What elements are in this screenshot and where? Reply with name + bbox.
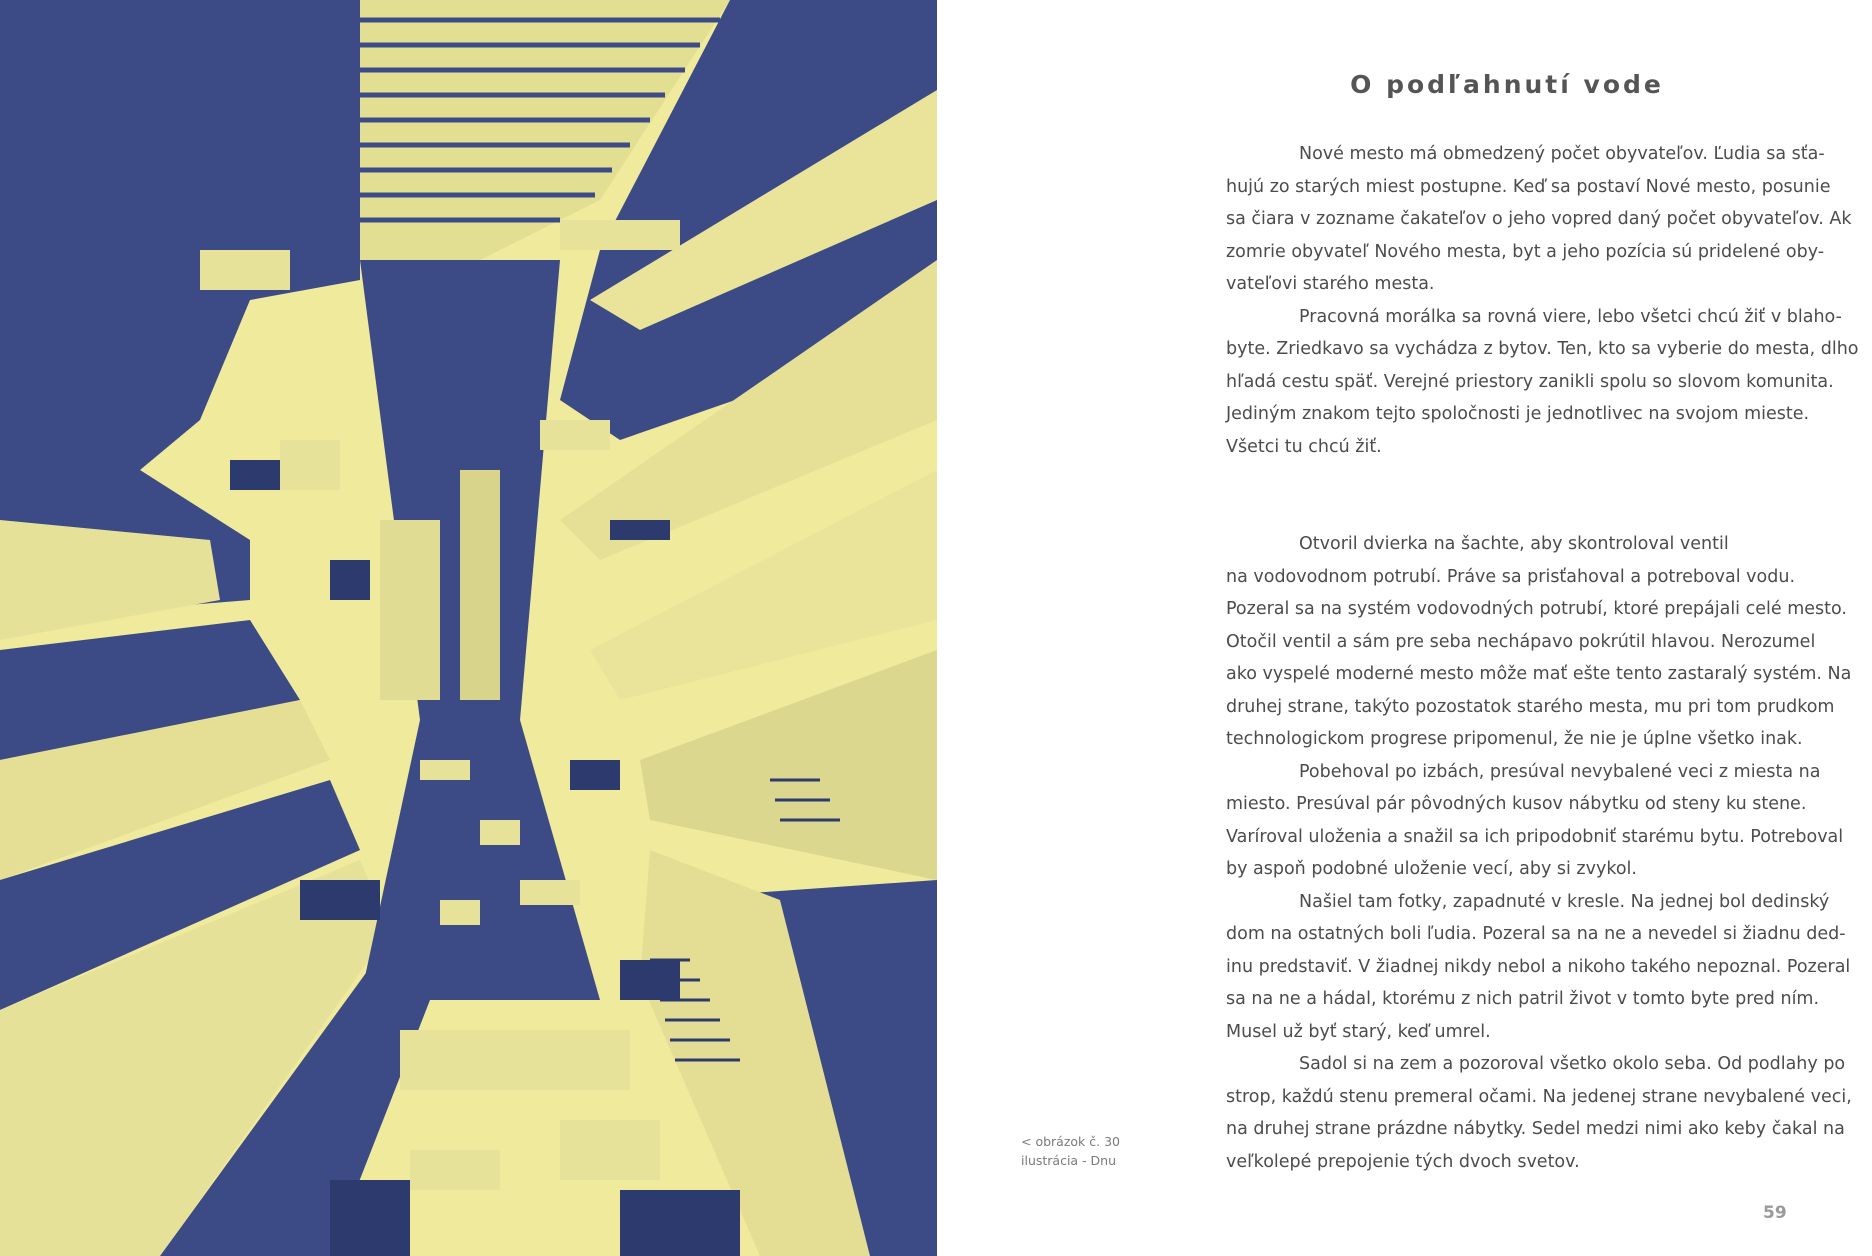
text-line: Otvoril dvierka na šachte, aby skontroloval ventil bbox=[1299, 534, 1729, 554]
text-line: Sadol si na zem a pozoroval všetko okolo seba. Od podlahy po bbox=[1299, 1054, 1846, 1074]
text-line: by aspoň podobné uloženie vecí, aby si zvykol. bbox=[1226, 859, 1637, 879]
text-line: sa čiara v zozname čakateľov o jeho vopred daný počet obyvateľov. Ak bbox=[1226, 209, 1852, 229]
paragraph-4 bbox=[1226, 756, 1844, 886]
text-line: hľadá cestu späť. Verejné priestory zanikli spolu so slovom komunita. bbox=[1226, 371, 1834, 392]
text-line: Jediným znakom tejto spoločnosti je jednotlivec na svojom mieste. bbox=[1226, 404, 1810, 424]
text-line: na vodovodnom potrubí. Práve sa prisťahoval a potreboval vodu. bbox=[1226, 566, 1796, 587]
caption-figure-number: < obrázok č. 30 bbox=[1021, 1134, 1120, 1149]
text-line: Nové mesto má obmedzený počet obyvateľov. Ľudia sa sťa- bbox=[1299, 144, 1825, 164]
text-line: byte. Zriedkavo sa vychádza z bytov. Ten, kto sa vyberie do mesta, dlho bbox=[1226, 339, 1859, 359]
paragraph-6 bbox=[1226, 1048, 1852, 1178]
text-line: Varíroval uloženia a snažil sa ich pripodobniť starému bytu. Potreboval bbox=[1226, 826, 1844, 847]
text-line: Našiel tam fotky, zapadnuté v kresle. Na jednej bol dedinský bbox=[1299, 891, 1830, 912]
text-line: Otočil ventil a sám pre seba nechápavo pokrútil hlavou. Nerozumel bbox=[1226, 631, 1816, 652]
text-line: zomrie obyvateľ Nového mesta, byt a jeho pozícia sú pridelené oby- bbox=[1226, 241, 1825, 262]
text-line: Musel už byť starý, keď umrel. bbox=[1226, 1021, 1491, 1042]
body-text bbox=[1226, 138, 1859, 1178]
text-line: dom na ostatných boli ľudia. Pozeral sa na ne a nevedel si žiadnu ded- bbox=[1226, 924, 1846, 944]
paragraph-2 bbox=[1226, 301, 1859, 464]
paragraph-5 bbox=[1226, 886, 1851, 1049]
page-title: O podľahnutí vode bbox=[1350, 70, 1664, 99]
text-line: Pobehoval po izbách, presúval nevybalené veci z miesta na bbox=[1299, 761, 1821, 782]
text-line: hujú zo starých miest postupne. Keď sa postaví Nové mesto, posunie bbox=[1226, 176, 1831, 197]
text-line: na druhej strane prázdne nábytky. Sedel medzi nimi ako keby čakal na bbox=[1226, 1119, 1845, 1139]
text-line: sa na ne a hádal, ktorému z nich patril život v tomto byte pred ním. bbox=[1226, 989, 1820, 1009]
text-line: strop, každú stenu premeral očami. Na jedenej strane nevybalené veci, bbox=[1226, 1086, 1852, 1107]
paragraph-3 bbox=[1226, 528, 1852, 756]
text-line: ako vyspelé moderné mesto môže mať ešte tento zastaralý systém. Na bbox=[1226, 664, 1852, 684]
page-number: 59 bbox=[1763, 1203, 1787, 1223]
text-line: Všetci tu chcú žiť. bbox=[1226, 436, 1382, 457]
text-line: inu predstaviť. V žiadnej nikdy nebol a nikoho takého nepoznal. Pozeral bbox=[1226, 956, 1851, 977]
text-line: veľkolepé prepojenie tých dvoch svetov. bbox=[1226, 1151, 1580, 1172]
text-line: Pracovná morálka sa rovná viere, lebo všetci chcú žiť v blaho- bbox=[1299, 306, 1842, 327]
figure-caption bbox=[1021, 1132, 1171, 1170]
section-gap bbox=[1226, 463, 1788, 528]
text-line: druhej strane, takýto pozostatok starého mesta, mu pri tom prudkom bbox=[1226, 696, 1835, 717]
paragraph-1 bbox=[1226, 138, 1852, 301]
text-line: Pozeral sa na systém vodovodných potrubí, ktoré prepájali celé mesto. bbox=[1226, 599, 1847, 619]
text-line: vateľovi starého mesta. bbox=[1226, 274, 1435, 294]
text-line: miesto. Presúval pár pôvodných kusov nábytku od steny ku stene. bbox=[1226, 794, 1807, 814]
text-line: technologickom progrese pripomenul, že nie je úplne všetko inak. bbox=[1226, 729, 1803, 749]
caption-description: ilustrácia - Dnu bbox=[1021, 1153, 1117, 1168]
